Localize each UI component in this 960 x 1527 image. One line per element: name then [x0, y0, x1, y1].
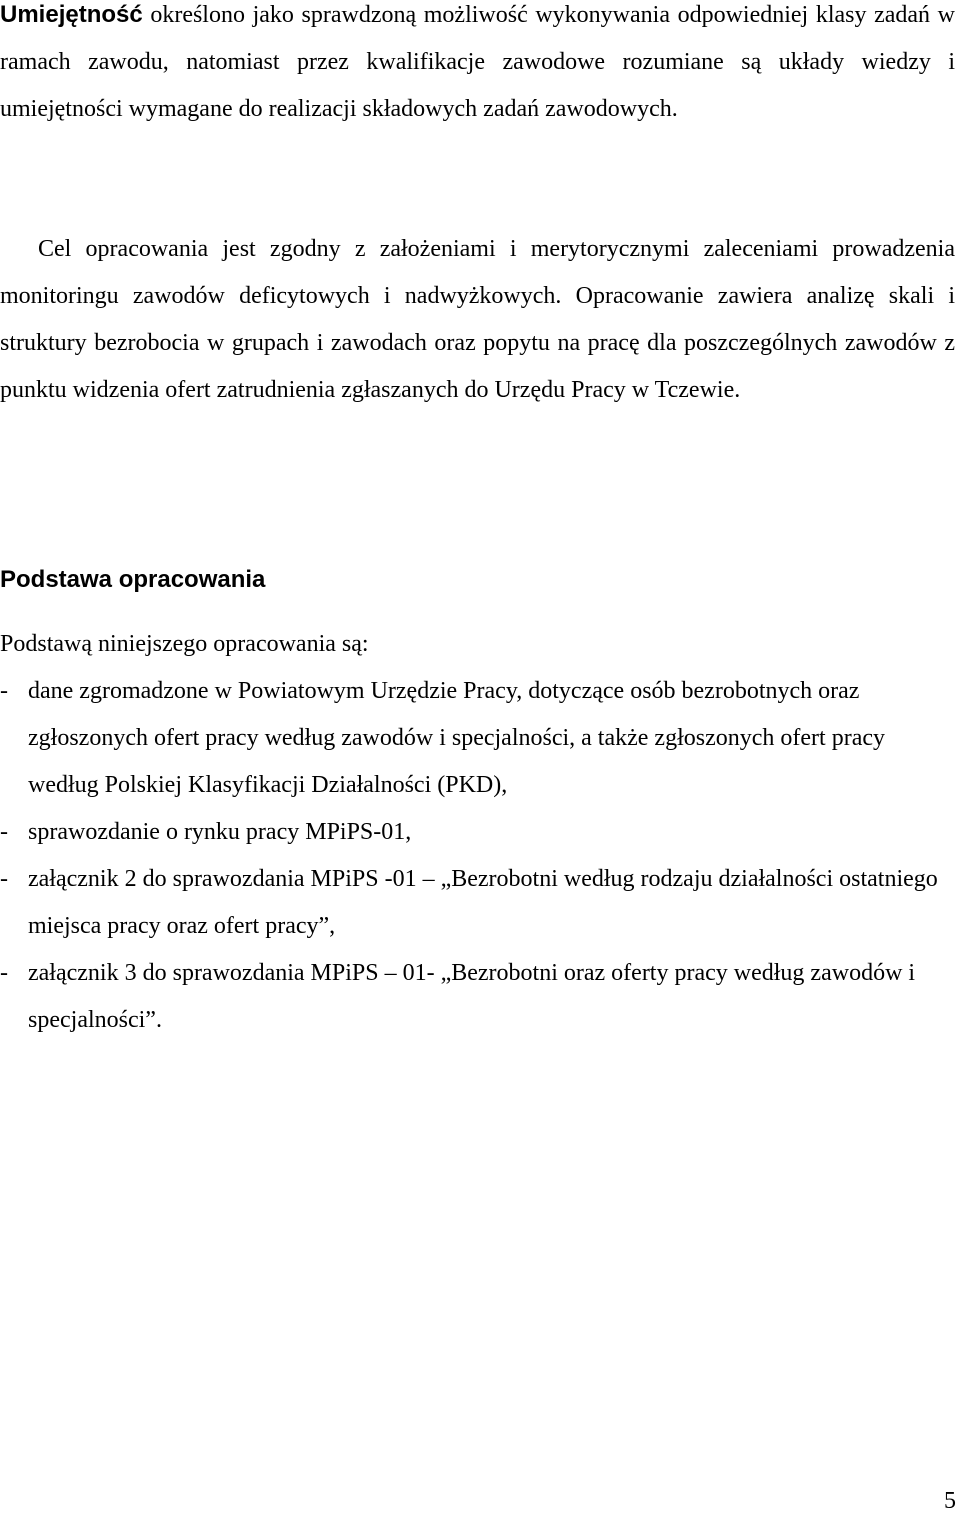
paragraph-body: Cel opracowania jest zgodny z założeniami i merytorycznymi zaleceniami prowadzenia monitoringu zawodów deficytowych i nadwyżkowych. Opracowanie zawiera analizę skali i struktury bezrobocia w grupach i zawodach oraz popytu na pracę dla poszczególnych zawodów z punktu widzenia ofert zatrudnienia zgłaszanych do Urzędu Pracy w Tczewie.	[0, 236, 955, 403]
list-item-text: dane zgromadzone w Powiatowym Urzędzie Pracy, dotyczące osób bezrobotnych oraz zgłoszonych ofert pracy według zawodów i specjalności, a także zgłoszonych ofert pracy według Polskiej Klasyfikacji Działalności (PKD),	[28, 678, 885, 798]
list-item-text: załącznik 3 do sprawozdania MPiPS – 01- „Bezrobotni oraz oferty pracy według zawodów i specjalności”.	[28, 960, 916, 1033]
list-item	[0, 809, 955, 856]
list-dash: -	[0, 819, 8, 845]
list-item-text: załącznik 2 do sprawozdania MPiPS -01 – „Bezrobotni według rodzaju działalności ostatniego miejsca pracy oraz ofert pracy”,	[28, 866, 938, 939]
paragraph-lead-term: Umiejętność	[0, 1, 143, 28]
list-item	[0, 950, 955, 1044]
section-heading: Podstawa opracowania	[0, 566, 266, 593]
list-dash: -	[0, 960, 8, 986]
list-dash: -	[0, 866, 8, 892]
paragraph-purpose	[0, 226, 955, 414]
list-item-text: sprawozdanie o rynku pracy MPiPS-01,	[28, 819, 412, 845]
section-intro: Podstawą niniejszego opracowania są:	[0, 631, 369, 657]
sources-list	[0, 668, 955, 1044]
paragraph-skills-definition	[0, 0, 955, 133]
list-dash: -	[0, 678, 8, 704]
list-item	[0, 856, 955, 950]
paragraph-body: określono jako sprawdzoną możliwość wykonywania odpowiedniej klasy zadań w ramach zawodu, natomiast przez kwalifikacje zawodowe rozumiane są układy wiedzy i umiejętności wymagane do realizacji składowych zadań zawodowych.	[0, 2, 955, 122]
list-item	[0, 668, 955, 809]
page-number: 5	[944, 1488, 956, 1514]
